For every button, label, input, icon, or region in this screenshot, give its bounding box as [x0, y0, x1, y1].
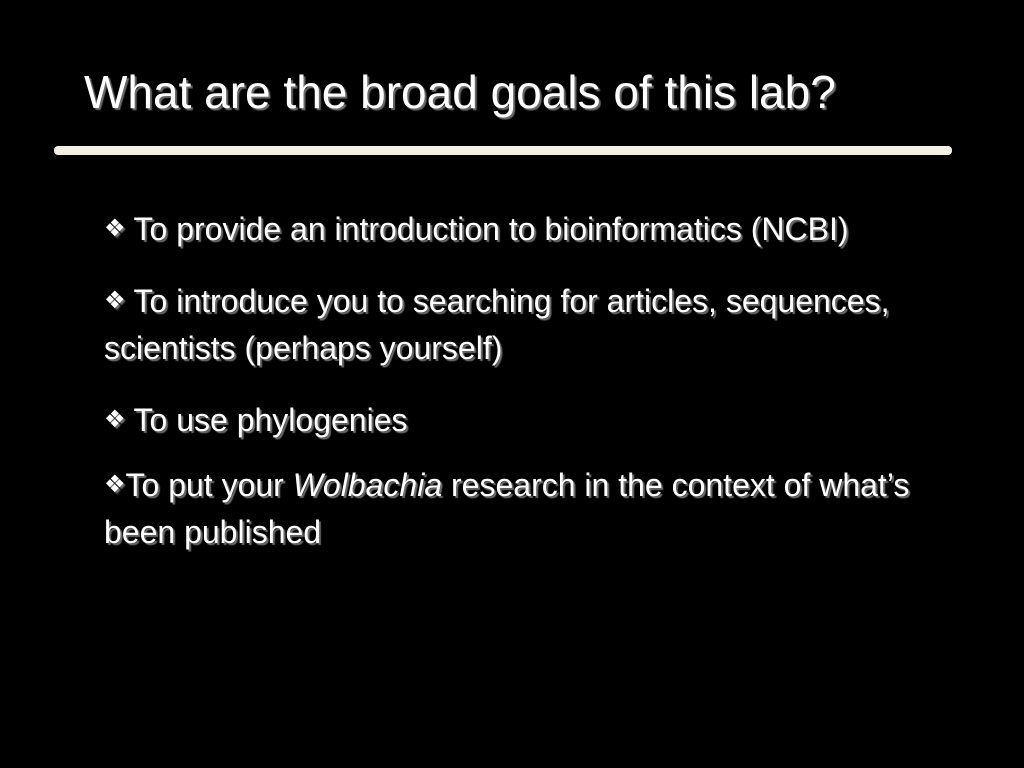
diamond-bullet-icon: ❖: [104, 214, 126, 242]
bullet-text-emphasis: Wolbachia: [292, 467, 443, 503]
bullet-item: [104, 205, 924, 253]
bullet-item: [104, 277, 924, 372]
slide-title: What are the broad goals of this lab?: [84, 66, 836, 118]
bullet-item: [104, 461, 924, 556]
bullet-text: To introduce you to searching for articles, sequences, scientists (perhaps yourself): [104, 283, 890, 366]
bullet-text-after: research in the context of what’s been published: [104, 467, 910, 550]
diamond-bullet-icon: ❖: [104, 470, 126, 498]
bullet-item: [104, 396, 924, 444]
bullet-list: [104, 205, 924, 580]
bullet-text: To provide an introduction to bioinformatics (NCBI): [133, 211, 849, 247]
bullet-text-before: To put your: [125, 467, 293, 503]
bullet-text: To use phylogenies: [133, 402, 408, 438]
title-underline: [54, 146, 952, 155]
diamond-bullet-icon: ❖: [104, 405, 126, 433]
diamond-bullet-icon: ❖: [104, 286, 126, 314]
